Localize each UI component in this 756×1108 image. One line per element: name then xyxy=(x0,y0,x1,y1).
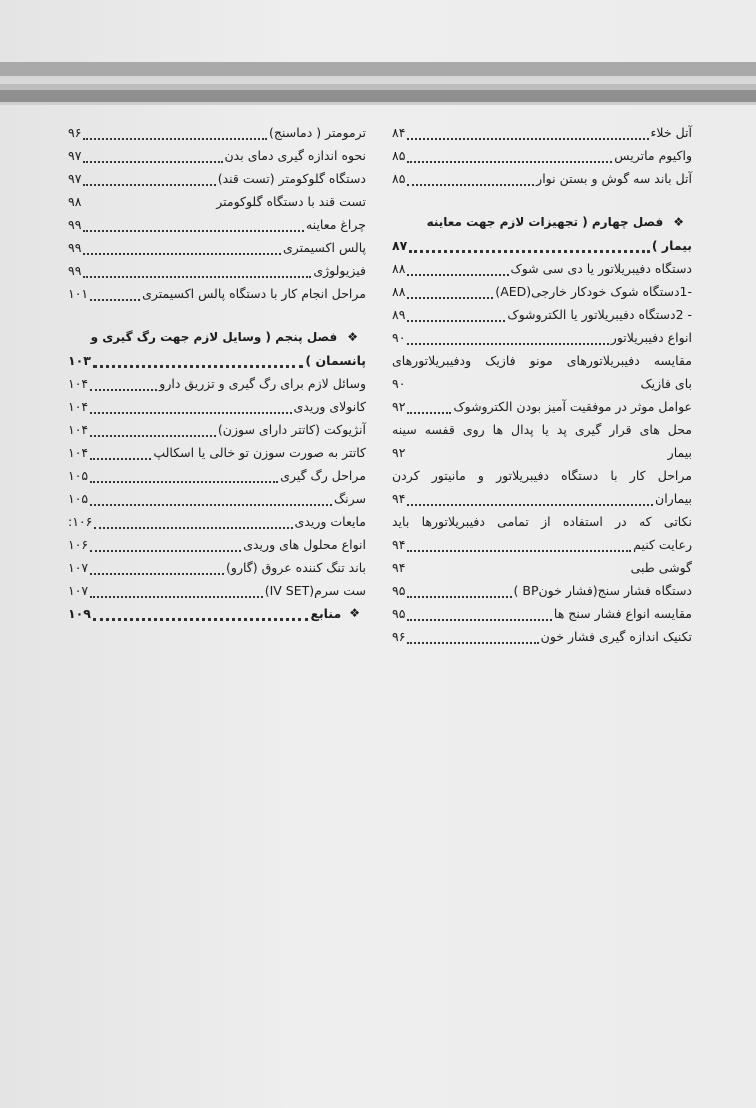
toc-entry-page: ۹۴ xyxy=(392,560,406,575)
leader-dots xyxy=(407,488,653,506)
leader-dots xyxy=(407,304,505,322)
toc-entry-title: کانولای وریدی xyxy=(293,399,366,414)
leader-dots xyxy=(83,122,267,140)
leader-space xyxy=(83,193,214,209)
toc-entry-title: کاتتر به صورت سوزن تو خالی یا اسکالپ xyxy=(153,445,366,460)
header-stripe xyxy=(0,90,756,102)
toc-entry-title: دستگاه دفیبریلاتور یا دی سی شوک xyxy=(510,261,692,276)
toc-entry-page: ۹۴ xyxy=(392,491,406,506)
leader-dots xyxy=(409,234,650,253)
leader-dots xyxy=(83,168,215,186)
toc-entry-page: ۱۰۱ xyxy=(68,286,89,301)
toc-entry-page: ۹۹ xyxy=(68,240,82,255)
toc-entry[interactable] xyxy=(392,395,692,418)
toc-entry-page: ۱۰۹ xyxy=(68,606,91,621)
toc-entry[interactable] xyxy=(392,602,692,625)
toc-entry[interactable] xyxy=(68,236,366,259)
diamond-bullet-icon: ❖ xyxy=(347,330,358,344)
toc-entry-title: ترمومتر ( دماسنج) xyxy=(269,125,366,140)
toc-entry-title: فیزیولوژی xyxy=(313,263,366,278)
leader-dots xyxy=(90,442,151,460)
toc-entry[interactable] xyxy=(392,167,692,190)
chapter-heading-title: فصل چهارم ( تجهیزات لازم جهت معاینه xyxy=(426,215,664,229)
leader-dots xyxy=(83,145,222,163)
leader-dots xyxy=(90,580,263,598)
leader-dots xyxy=(83,260,311,278)
toc-entry-title: تکنیک اندازه گیری فشار خون xyxy=(540,629,692,644)
toc-entry-page: ۹۵ xyxy=(392,583,406,598)
toc-entry-title: - 2دستگاه دفیبریلاتور یا الکتروشوک xyxy=(507,307,692,322)
toc-entry[interactable] xyxy=(68,190,366,213)
toc-entry[interactable] xyxy=(68,259,366,282)
toc-entry-page: ۱۰۳ xyxy=(68,353,91,368)
toc-entry-title: ست سرم(IV SET) xyxy=(264,583,366,598)
header-band xyxy=(0,62,756,110)
leader-dots xyxy=(83,237,281,255)
toc-entry[interactable] xyxy=(392,533,692,556)
toc-entry-page: ۸۸ xyxy=(392,284,406,299)
leader-space xyxy=(407,559,628,575)
toc-entry-title: سرنگ xyxy=(333,491,366,506)
toc-entry[interactable] xyxy=(68,213,366,236)
toc-entry-title: بای فازیک xyxy=(640,376,692,391)
toc-entry-page: ۱۰۴ xyxy=(68,445,89,460)
toc-entry-title: آتل خلاء xyxy=(650,125,692,140)
chapter-heading[interactable] xyxy=(392,211,692,234)
toc-entry-title: باند تنگ کننده عروق (گارو) xyxy=(226,560,366,575)
leader-dots xyxy=(90,373,157,391)
chapter-heading-title: فصل پنجم ( وسایل لازم جهت رگ گیری و xyxy=(90,330,338,344)
toc-entry-title: تست قند با دستگاه گلوکومتر xyxy=(216,194,366,209)
toc-entry-page: ۸۷ xyxy=(392,238,408,253)
leader-dots xyxy=(90,465,278,483)
toc-entry-page: ۹۹ xyxy=(68,217,82,232)
toc-entry[interactable] xyxy=(392,487,692,510)
leader-dots xyxy=(90,488,332,506)
leader-dots xyxy=(90,557,224,575)
leader-dots xyxy=(407,145,612,163)
toc-entry-line[interactable]: مراحل کار با دستگاه دفیبریلاتور و مانیتور کردن xyxy=(392,468,692,483)
leader-dots xyxy=(407,168,534,186)
leader-dots xyxy=(407,580,511,598)
toc-entry[interactable] xyxy=(392,372,692,395)
toc-entry-page: ۱۰۷ xyxy=(68,560,89,575)
toc-entry-page: ۹۴ xyxy=(392,537,406,552)
leader-dots xyxy=(407,258,508,276)
leader-dots xyxy=(407,122,648,140)
toc-entry[interactable] xyxy=(68,167,366,190)
toc-entry[interactable] xyxy=(68,579,366,602)
toc-entry-page: ۹۰ xyxy=(392,330,406,345)
toc-entry-title: بیماران xyxy=(655,491,692,506)
header-stripe xyxy=(0,76,756,84)
toc-entry[interactable] xyxy=(392,441,692,464)
toc-entry-title: گوشی طبی xyxy=(630,560,692,575)
chapter-heading[interactable] xyxy=(68,326,366,349)
toc-column-right xyxy=(392,121,692,648)
toc-entry-title: پالس اکسیمتری xyxy=(282,240,366,255)
toc-entry-page: ۱۰۵ xyxy=(68,491,89,506)
toc-entry-title: انواع محلول های وریدی xyxy=(243,537,366,552)
leader-space xyxy=(407,375,638,391)
toc-entry[interactable] xyxy=(68,418,366,441)
diamond-bullet-icon: ❖ xyxy=(349,606,360,620)
toc-entry[interactable] xyxy=(392,257,692,280)
leader-dots xyxy=(407,396,451,414)
toc-entry-page: ۱۰۶: xyxy=(68,514,93,529)
leader-dots xyxy=(90,419,216,437)
toc-entry[interactable] xyxy=(68,144,366,167)
toc-entry[interactable] xyxy=(392,144,692,167)
leader-dots xyxy=(93,602,309,621)
leader-dots xyxy=(407,603,551,621)
toc-entry-page: ۹۵ xyxy=(392,606,406,621)
toc-entry-page: ۱۰۴ xyxy=(68,399,89,414)
toc-entry[interactable] xyxy=(392,556,692,579)
toc-entry-title: چراغ معاینه xyxy=(305,217,366,232)
diamond-bullet-icon: ❖ xyxy=(673,215,684,229)
toc-entry-title: دستگاه گلوکومتر (تست قند) xyxy=(217,171,366,186)
toc-entry-title: انواع دفیبریلاتور xyxy=(610,330,692,345)
toc-entry-page: ۸۸ xyxy=(392,261,406,276)
header-stripe xyxy=(0,102,756,105)
toc-entry-line[interactable]: محل های قرار گیری پد یا پدال ها روی قفسه سینه xyxy=(392,422,692,437)
leader-space xyxy=(407,444,665,460)
toc-entry[interactable] xyxy=(392,326,692,349)
toc-entry[interactable] xyxy=(68,349,366,372)
toc-entry-page: ۹۲ xyxy=(392,399,406,414)
toc-entry[interactable] xyxy=(392,280,692,303)
toc-entry-page: ۹۶ xyxy=(68,125,82,140)
toc-entry-title: عوامل موثر در موفقیت آمیز بودن الکتروشوک xyxy=(453,399,692,414)
toc-entry-page: ۹۹ xyxy=(68,263,82,278)
toc-entry[interactable] xyxy=(68,121,366,144)
toc-entry[interactable] xyxy=(68,533,366,556)
toc-entry[interactable] xyxy=(392,234,692,257)
toc-entry[interactable] xyxy=(392,303,692,326)
toc-entry[interactable] xyxy=(68,556,366,579)
leader-dots xyxy=(407,626,538,644)
toc-entry-page: ۹۲ xyxy=(392,445,406,460)
toc-entry[interactable] xyxy=(68,395,366,418)
toc-entry-title: بیمار xyxy=(667,445,692,460)
toc-entry-title: -1دستگاه شوک خودکار خارجی(AED) xyxy=(495,284,692,299)
toc-entry-page: ۸۴ xyxy=(392,125,406,140)
toc-entry-title: مقایسه انواع فشار سنج ها xyxy=(553,606,692,621)
toc-entry[interactable] xyxy=(68,464,366,487)
leader-dots xyxy=(407,281,493,299)
chapter-heading-title-cont: بیمار ) xyxy=(651,238,692,253)
leader-dots xyxy=(94,511,292,529)
toc-entry-page: ۱۰۴ xyxy=(68,422,89,437)
toc-entry-page: ۹۰ xyxy=(392,376,406,391)
toc-entry[interactable] xyxy=(68,441,366,464)
toc-entry-title: نحوه اندازه گیری دمای بدن xyxy=(224,148,366,163)
leader-dots xyxy=(90,396,291,414)
toc-entry-title: آنژیوکت (کاتتر دارای سوزن) xyxy=(217,422,366,437)
toc-entry[interactable] xyxy=(392,121,692,144)
toc-entry-page: ۹۶ xyxy=(392,629,406,644)
toc-entry-sources[interactable] xyxy=(68,602,366,625)
toc-entry-title: آتل باند سه گوش و بستن نوار xyxy=(536,171,692,186)
section-gap xyxy=(392,190,692,211)
toc-entry-page: ۱۰۵ xyxy=(68,468,89,483)
toc-entry[interactable] xyxy=(68,510,366,533)
toc-entry-title: رعایت کنیم xyxy=(633,537,692,552)
toc-entry-page: ۸۹ xyxy=(392,307,406,322)
toc-entry-line[interactable]: مقایسه دفیبریلاتورهای مونو فازیک ودفیبریلاتورهای xyxy=(392,353,692,368)
toc-column-left xyxy=(68,121,366,625)
toc-entry[interactable] xyxy=(68,372,366,395)
toc-entry-title: واکیوم ماتریس xyxy=(614,148,692,163)
leader-dots xyxy=(90,534,241,552)
toc-entry-title: دستگاه فشار سنج(فشار خونBP ) xyxy=(513,583,692,598)
toc-entry-page: ۹۷ xyxy=(68,171,82,186)
toc-entry-title: منابع xyxy=(310,606,342,621)
leader-dots xyxy=(90,283,140,301)
leader-dots xyxy=(407,534,631,552)
toc-entry-page: ۸۵ xyxy=(392,148,406,163)
toc-entry[interactable] xyxy=(392,579,692,602)
leader-dots xyxy=(407,327,608,345)
toc-entry-page: ۸۵ xyxy=(392,171,406,186)
toc-entry-title: مراحل انجام کار با دستگاه پالس اکسیمتری xyxy=(142,286,366,301)
toc-entry-title: مراحل رگ گیری xyxy=(280,468,366,483)
toc-entry[interactable] xyxy=(68,282,366,305)
section-gap xyxy=(68,305,366,326)
chapter-heading-title-cont: پانسمان ) xyxy=(305,353,366,368)
toc-entry-page: ۱۰۶ xyxy=(68,537,89,552)
toc-entry-page: ۱۰۷ xyxy=(68,583,89,598)
header-stripe xyxy=(0,62,756,76)
toc-entry-title: وسائل لازم برای رگ گیری و تزریق دارو xyxy=(159,376,366,391)
toc-entry-title: مایعات وریدی xyxy=(294,514,366,529)
toc-entry-page: ۱۰۴ xyxy=(68,376,89,391)
toc-entry-page: ۹۷ xyxy=(68,148,82,163)
toc-entry[interactable] xyxy=(392,625,692,648)
toc-entry-line[interactable]: نکاتی که در استفاده از تمامی دفیبریلاتورها باید xyxy=(392,514,692,529)
leader-dots xyxy=(93,349,304,368)
toc-entry[interactable] xyxy=(68,487,366,510)
toc-entry-page: ۹۸ xyxy=(68,194,82,209)
leader-dots xyxy=(83,214,304,232)
